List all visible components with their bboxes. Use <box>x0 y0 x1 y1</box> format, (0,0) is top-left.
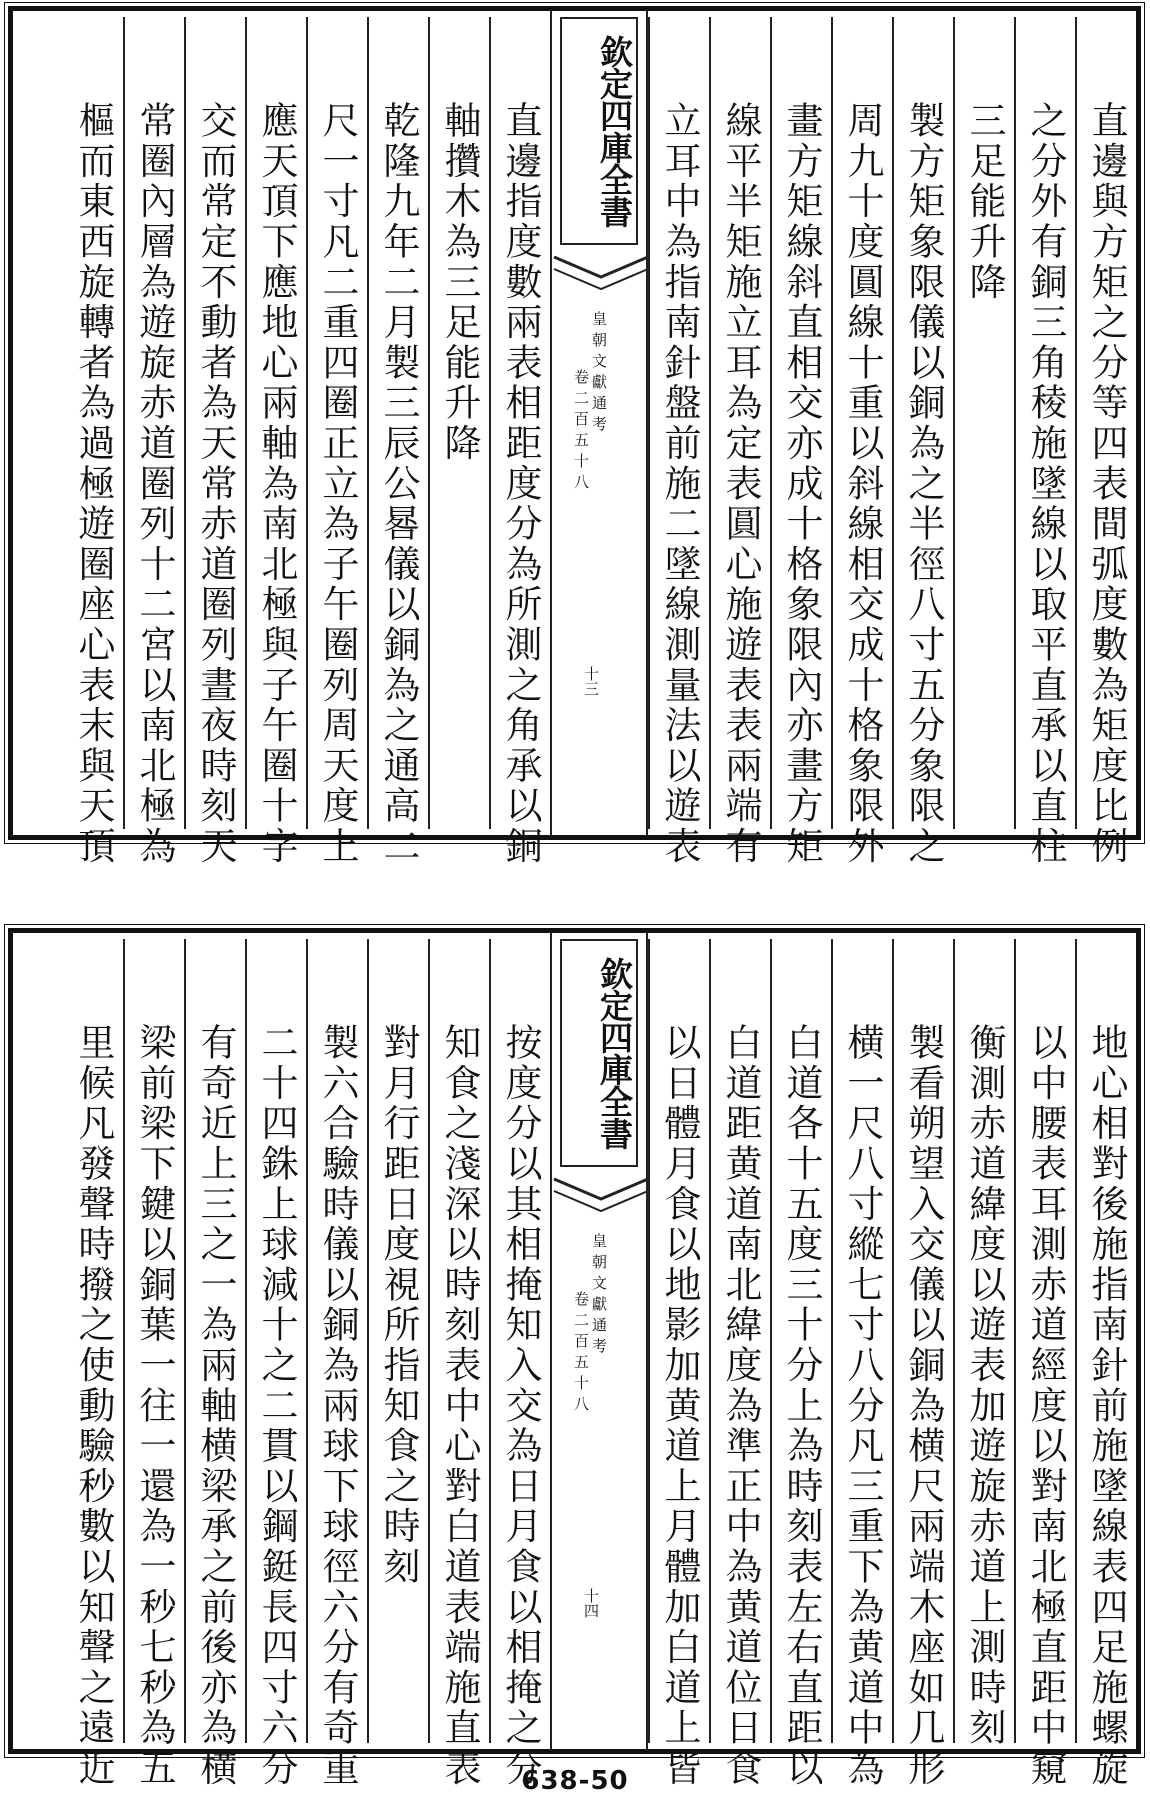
text-column <box>123 17 184 867</box>
column-text: 按度分以其相掩知入交為日月食以相掩之分 <box>499 1023 542 1789</box>
column-text: 梁前梁下鍵以銅葉一往一還為一秒七秒為五 <box>133 1023 176 1789</box>
column-text: 尺一寸凡二重四圈正立為子午圈列周天度上 <box>316 101 359 867</box>
text-column <box>306 939 367 1789</box>
banner-title: 欽定四庫全書 <box>560 17 638 245</box>
text-column <box>892 939 953 1789</box>
column-text: 二十四銖上球減十之二貫以鋼鋌長四寸六分 <box>255 1023 298 1789</box>
text-column <box>367 17 428 867</box>
text-column <box>770 17 831 867</box>
top-page <box>8 6 1141 867</box>
column-text: 以日體月食以地影加黄道上月體加白道上皆 <box>658 1023 701 1789</box>
column-text: 製方矩象限儀以銅為之半徑八寸五分象限之 <box>902 101 945 867</box>
fishtail-mark <box>552 255 650 299</box>
banner-volume: 卷二百五十八 <box>572 369 590 495</box>
page-number: 638-50 <box>521 1766 629 1796</box>
banner-page-number: 十三 <box>582 666 600 696</box>
column-text: 横一尺八寸縱七寸八分凡三重下為黄道中為 <box>841 1023 884 1789</box>
column-text: 白道各十五度三十分上為時刻表左右直距以 <box>780 1023 823 1789</box>
column-text: 軸攢木為三足能升降 <box>438 101 481 464</box>
column-text: 樞而東西旋轉者為過極遊圈座心表末與天頂 <box>72 101 115 867</box>
fold-banner <box>550 933 648 1749</box>
banner-source: 皇朝文獻通考 <box>590 311 608 437</box>
column-text: 之分外有銅三角稜施墜線以取平直承以直柱 <box>1024 101 1067 867</box>
text-column <box>831 17 892 867</box>
text-column <box>1075 17 1136 867</box>
top-page-columns <box>13 11 1136 867</box>
column-text: 里候凡發聲時撥之使動驗秒數以知聲之遠近 <box>72 1023 115 1789</box>
banner-page-number: 十四 <box>582 1588 600 1618</box>
column-text: 直邊與方矩之分等四表間弧度數為矩度比例 <box>1085 101 1128 867</box>
text-column <box>892 17 953 867</box>
text-column <box>648 939 709 1789</box>
banner-source: 皇朝文獻通考 <box>590 1233 608 1359</box>
column-text: 三足能升降 <box>963 101 1006 303</box>
text-column <box>428 17 489 829</box>
text-column <box>953 17 1014 829</box>
text-column <box>62 939 123 1789</box>
text-column <box>709 17 770 867</box>
column-text: 以中腰表耳測赤道經度以對南北極直距中窺 <box>1024 1023 1067 1789</box>
text-column <box>123 939 184 1789</box>
fishtail-mark <box>552 1177 650 1221</box>
column-text: 對月行距日度視所指知食之時刻 <box>377 1023 420 1588</box>
text-column <box>770 939 831 1789</box>
fold-banner <box>550 11 648 835</box>
text-column <box>62 17 123 867</box>
column-text: 周九十度圓線十重以斜線相交成十格象限外 <box>841 101 884 867</box>
text-column <box>306 17 367 867</box>
text-column <box>1014 17 1075 867</box>
column-text: 衡測赤道緯度以遊表加遊旋赤道上測時刻 <box>963 1023 1006 1749</box>
column-text: 常圈內層為遊旋赤道圈列十二宮以南北極為 <box>133 101 176 867</box>
text-column <box>428 939 489 1789</box>
column-text: 應天頂下應地心兩軸為南北極與子午圈十字 <box>255 101 298 867</box>
column-text: 線平半矩施立耳為定表圓心施遊表表兩端有 <box>719 101 762 867</box>
text-column <box>489 939 550 1789</box>
text-column <box>1014 939 1075 1789</box>
text-column <box>489 17 550 867</box>
column-text: 製六合驗時儀以銅為兩球下球徑六分有奇重 <box>316 1023 359 1789</box>
column-text: 乾隆九年二月製三辰公晷儀以銅為之通高二 <box>377 101 420 867</box>
text-column <box>709 939 770 1789</box>
text-column <box>184 939 245 1789</box>
banner-volume: 卷二百五十八 <box>572 1291 590 1417</box>
column-text: 白道距黄道南北緯度為準正中為黄道位日食 <box>719 1023 762 1789</box>
column-text: 製看朔望入交儀以銅為横尺兩端木座如几形 <box>902 1023 945 1789</box>
column-text: 有奇近上三之一為兩軸横梁承之前後亦為横 <box>194 1023 237 1789</box>
text-column <box>184 17 245 867</box>
text-column <box>831 939 892 1789</box>
column-text: 知食之淺深以時刻表中心對白道表端施直表 <box>438 1023 481 1789</box>
text-column <box>245 17 306 867</box>
column-text: 直邊指度數兩表相距度分為所測之角承以銅 <box>499 101 542 867</box>
text-column <box>648 17 709 867</box>
text-column <box>1075 939 1136 1789</box>
text-column <box>245 939 306 1789</box>
column-text: 畫方矩線斜直相交亦成十格象限內亦畫方矩 <box>780 101 823 867</box>
text-column <box>953 939 1014 1749</box>
text-column <box>367 939 428 1743</box>
column-text: 立耳中為指南針盤前施二墜線測量法以遊表 <box>658 101 701 867</box>
column-text: 交而常定不動者為天常赤道圈列晝夜時刻天 <box>194 101 237 867</box>
banner-title: 欽定四庫全書 <box>560 939 638 1167</box>
column-text: 地心相對後施指南針前施墜線表四足施螺旋 <box>1085 1023 1128 1789</box>
